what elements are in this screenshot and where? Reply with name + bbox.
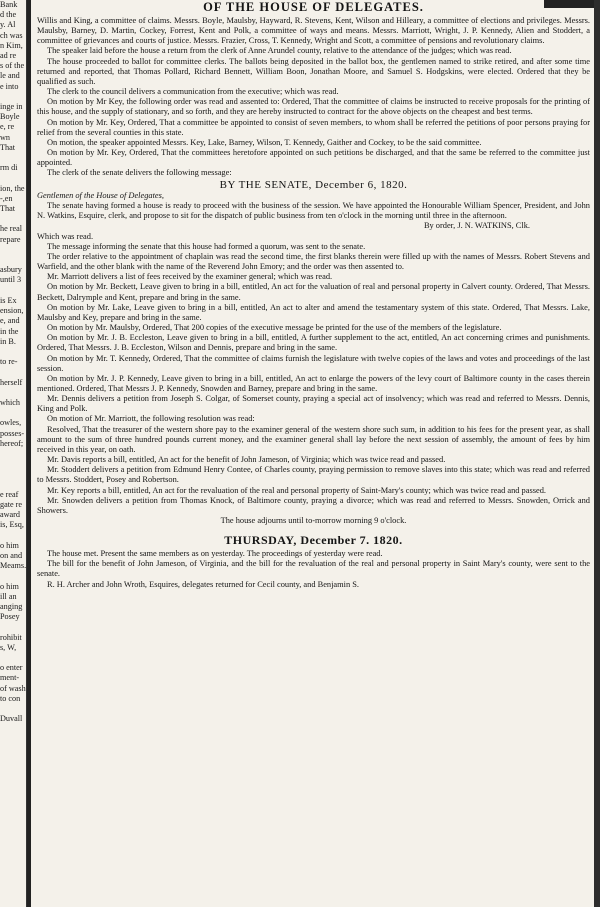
margin-fragment: d the	[0, 10, 17, 20]
page-header: OF THE HOUSE OF DELEGATES.	[203, 0, 424, 14]
margin-fragment: of wash	[0, 683, 26, 693]
previous-page-margin	[0, 0, 27, 907]
margin-fragment: Posey	[0, 612, 20, 622]
message-heading: BY THE SENATE, December 6, 1820.	[219, 178, 408, 191]
margin-fragment	[0, 173, 26, 183]
margin-fragment: n Kim,	[0, 40, 23, 50]
paragraph: On motion of Mr. Marriott, the following resolution was read:	[47, 414, 255, 424]
margin-fragment: inge in	[0, 102, 23, 112]
margin-fragment	[0, 459, 26, 469]
margin-fragment: in B.	[0, 336, 16, 346]
margin-fragment: ension,	[0, 306, 24, 316]
paragraph: Mr. Snowden delivers a petition from Thomas Knock, of Baltimore county, praying a divorce; which was read and referred to Messrs. Snowden, Orrick and Showers.	[37, 495, 590, 515]
margin-fragment: Meams.	[0, 561, 27, 571]
margin-fragment: until 3	[0, 275, 22, 285]
paragraph: On motion by Mr. Key, Ordered, That the committees heretofore appointed on such petitions be discharged, and that the same be referred to the committee just appointed.	[37, 148, 590, 168]
margin-fragment: owles,	[0, 418, 22, 428]
margin-fragment: herself	[0, 377, 23, 387]
margin-fragment	[0, 245, 26, 255]
margin-fragment: ment-	[0, 673, 20, 683]
paragraph: On motion by Mr. Lake, Leave given to bring in a bill, entitled, An act to alter and amend the testamentary system of this state. Ordered, That Messrs. Lake, Maulsby and Key, prepare and bring in the same.	[37, 302, 590, 322]
margin-fragment: y. Al	[0, 20, 16, 30]
margin-fragment: gate re	[0, 499, 23, 509]
paragraph: Willis and King, a committee of claims. Messrs. Boyle, Maulsby, Hayward, R. Stevens, Kent, Wilson and Hilleary, a committee of elections and privileges. Messrs. Maulsby, Barney, D. Martin, Cockey, Forrest, Kent and Polk, a committee of ways and means. Messrs. Marriott, Wright, J. P. Kennedy, Alien and Stoddert, a committee of grievances and courts of justice. Messrs. Frazier, Cross, T. Kennedy, Wright and Scott, a committee of pensions and revolutionary claims.	[37, 16, 590, 46]
margin-fragment: anging	[0, 601, 23, 611]
margin-fragment	[0, 388, 26, 398]
margin-fragment	[0, 153, 26, 163]
margin-fragment: is, Esq,	[0, 520, 24, 530]
margin-fragment: e into	[0, 81, 19, 91]
margin-fragment: e, and	[0, 316, 20, 326]
margin-fragment: ill an	[0, 591, 17, 601]
margin-fragment	[0, 653, 26, 663]
margin-fragment	[0, 367, 26, 377]
margin-fragment: o enter	[0, 663, 23, 673]
margin-fragment: to re-	[0, 357, 18, 367]
margin-fragment	[0, 286, 26, 296]
margin-fragment: wn	[0, 132, 11, 142]
paragraph: On motion, the speaker appointed Messrs. Key, Lake, Barney, Wilson, T. Kennedy, Gaither and Cockey, to be the said committee.	[47, 137, 482, 147]
margin-fragment: Boyle	[0, 112, 20, 122]
paragraph: Mr. Key reports a bill, entitled, An act for the revaluation of the real and personal property of Saint-Mary's county; which was twice read and passed.	[47, 485, 546, 495]
paragraph: The speaker laid before the house a return from the clerk of Anne Arundel county, relative to the attendance of the judges; which was read.	[47, 46, 512, 56]
margin-fragment: hereof;	[0, 438, 24, 448]
paragraph: The senate having formed a house is ready to proceed with the business of the session. We have appointed the Honourable William Spencer, President, and John N. Watkins, Esquire, clerk, and propose to sit for the dispatch of public business from ten o'clock in the morning until three in the afternoon.	[37, 201, 590, 221]
margin-fragment: rohibit	[0, 632, 22, 642]
paragraph: On motion by Mr. J. B. Eccleston, Leave given to bring in a bill, entitled, A further supplement to the act, entitled, An act concerning crimes and punishments. Ordered, That Messrs. J. B. Eccleston, Wilson and Dennis, prepare and bring in the same.	[37, 333, 590, 353]
salutation: Gentlemen of the House of Delegates,	[37, 191, 164, 200]
margin-fragment: e reaf	[0, 489, 19, 499]
margin-fragment: asbury	[0, 265, 22, 275]
margin-fragment: -,en	[0, 193, 13, 203]
paragraph: Mr. Dennis delivers a petition from Joseph S. Colgar, of Somerset county, praying a special act of insolvency; which was read and referred to Messrs. Dennis, King and Polk.	[37, 394, 590, 414]
proceedings-text	[37, 16, 590, 590]
paragraph: Mr. Davis reports a bill, entitled, An act for the benefit of John Jameson, of Virginia; which was twice read and passed.	[47, 455, 446, 465]
margin-fragment	[0, 92, 26, 102]
paragraph: The order relative to the appointment of chaplain was read the second time, the first blanks therein were filled up with the names of Messrs. Robert Stevens and Warfield, and the other blank with the name of the Reverend John Emory; and the order was then assented to.	[37, 251, 590, 272]
margin-fragment: e, re	[0, 122, 15, 132]
page-content	[37, 0, 590, 907]
paragraph: On motion by Mr. Maulsby, Ordered, That 200 copies of the executive message be printed for the use of the members of the legislature.	[47, 323, 502, 333]
margin-fragment: That	[0, 204, 16, 214]
paragraph: On motion by Mr. Beckett, Leave given to bring in a bill, entitled, An act for the valuation of real and personal property in Calvert county. Ordered, That Messrs. Beckett, Dalrymple and Kent, prepare and bring in the same.	[37, 282, 590, 302]
margin-fragment: ion, the	[0, 183, 25, 193]
margin-fragment: That	[0, 142, 16, 152]
margin-fragment: Duvall	[0, 714, 23, 724]
margin-fragment: posses-	[0, 428, 25, 438]
margin-fragment: he real	[0, 224, 23, 234]
paragraph: The house proceeded to ballot for committee clerks. The ballots being deposited in the ballot box, the gentlemen named to strike retired, and after some time returned and reported, that Thomas Pollard, Richard Bennett, William Boon, Jonathan Moore, and Samuel S. Hodgskins, were elected. Ordered that they be qualified as such.	[37, 56, 590, 86]
paragraph: On motion by Mr. J. P. Kennedy, Leave given to bring in a bill, entitled, An act to enlarge the powers of the levy court of Baltimore county in the cases therein mentioned. Ordered, That Messrs J. P. Kennedy, Snowden and Barney, prepare and bring in the same.	[37, 373, 590, 393]
paragraph: Mr. Stoddert delivers a petition from Edmund Henry Contee, of Charles county, praying permission to remove slaves into this state; which was read and referred to Messrs. Stoddert, Posey and Robertson.	[37, 465, 590, 485]
margin-fragment: s, W,	[0, 642, 17, 652]
margin-fragment	[0, 622, 26, 632]
paragraph: On motion by Mr. Key, Ordered, That a committee be appointed to consist of seven members, to whom shall be referred the petitions of poor persons praying for relief from the several counties in this state.	[37, 117, 590, 137]
scan-edge-right	[594, 0, 600, 907]
margin-fragment: to con	[0, 693, 21, 703]
margin-fragment: which	[0, 397, 21, 407]
paragraph: On motion by Mr Key, the following order was read and assented to: Ordered, That the committee of claims be instructed to receive proposals for the printing of this house, and the supply of stationary, and so forth, and they are hereby instructed to contract for the above objects on the cheapest and best terms.	[37, 97, 590, 117]
paragraph: R. H. Archer and John Wroth, Esquires, delegates returned for Cecil county, and Benjamin S.	[47, 579, 360, 589]
margin-fragment: is Ex	[0, 295, 17, 305]
margin-fragment	[0, 347, 26, 357]
margin-fragment: repare	[0, 234, 21, 244]
margin-fragment: ad re	[0, 51, 17, 61]
paragraph: The clerk to the council delivers a communication from the executive; which was read.	[47, 87, 339, 97]
margin-fragment	[0, 214, 26, 224]
signature-line: By order, J. N. WATKINS, Clk.	[423, 221, 530, 231]
paragraph: Which was read.	[37, 231, 94, 241]
margin-fragment: ch was	[0, 30, 23, 40]
margin-fragment: le and	[0, 71, 20, 81]
paragraph: Mr. Marriott delivers a list of fees received by the examiner general; which was read.	[47, 272, 333, 282]
paragraph: The bill for the benefit of John Jameson, of Virginia, and the bill for the revaluation of the real and personal property in Saint Mary's county, were sent to the senate.	[37, 559, 590, 579]
paragraph: The clerk of the senate delivers the following message:	[47, 168, 232, 178]
margin-fragment: rm di	[0, 163, 18, 173]
margin-fragment	[0, 531, 26, 541]
margin-fragment	[0, 449, 26, 459]
page-gutter	[27, 0, 31, 907]
margin-fragment: award	[0, 510, 21, 520]
paragraph: The message informing the senate that this house had formed a quorum, was sent to the senate.	[47, 241, 366, 251]
margin-fragment: in the	[0, 326, 19, 336]
margin-fragment	[0, 255, 26, 265]
margin-fragment: Bank	[0, 0, 18, 9]
margin-fragment: o him	[0, 581, 19, 591]
margin-fragment	[0, 469, 26, 479]
margin-fragment: o him	[0, 540, 19, 550]
margin-fragment: on and	[0, 550, 23, 560]
paragraph: On motion by Mr. T. Kennedy, Ordered, That the committee of claims furnish the legislature with twelve copies of the laws and votes and proceedings of the last session.	[37, 353, 590, 373]
adjournment-line: The house adjourns until to-morrow morning 9 o'clock.	[220, 516, 407, 525]
day-heading: THURSDAY, December 7. 1820.	[224, 533, 403, 548]
margin-fragment: s of the	[0, 61, 25, 71]
margin-fragment	[0, 480, 26, 490]
paragraph: The house met. Present the same members as on yesterday. The proceedings of yesterday were read.	[47, 549, 383, 559]
margin-fragment	[0, 408, 26, 418]
margin-fragment	[0, 704, 26, 714]
paragraph: Resolved, That the treasurer of the western shore pay to the examiner general of the western shore such sum, in addition to his fees for the present year, as shall amount to the sum of three hundred pounds current money, and the examiner general shall lay before the next session of assembly, the amount of fees by him received in this year, on oath.	[37, 424, 590, 454]
margin-fragment	[0, 571, 26, 581]
